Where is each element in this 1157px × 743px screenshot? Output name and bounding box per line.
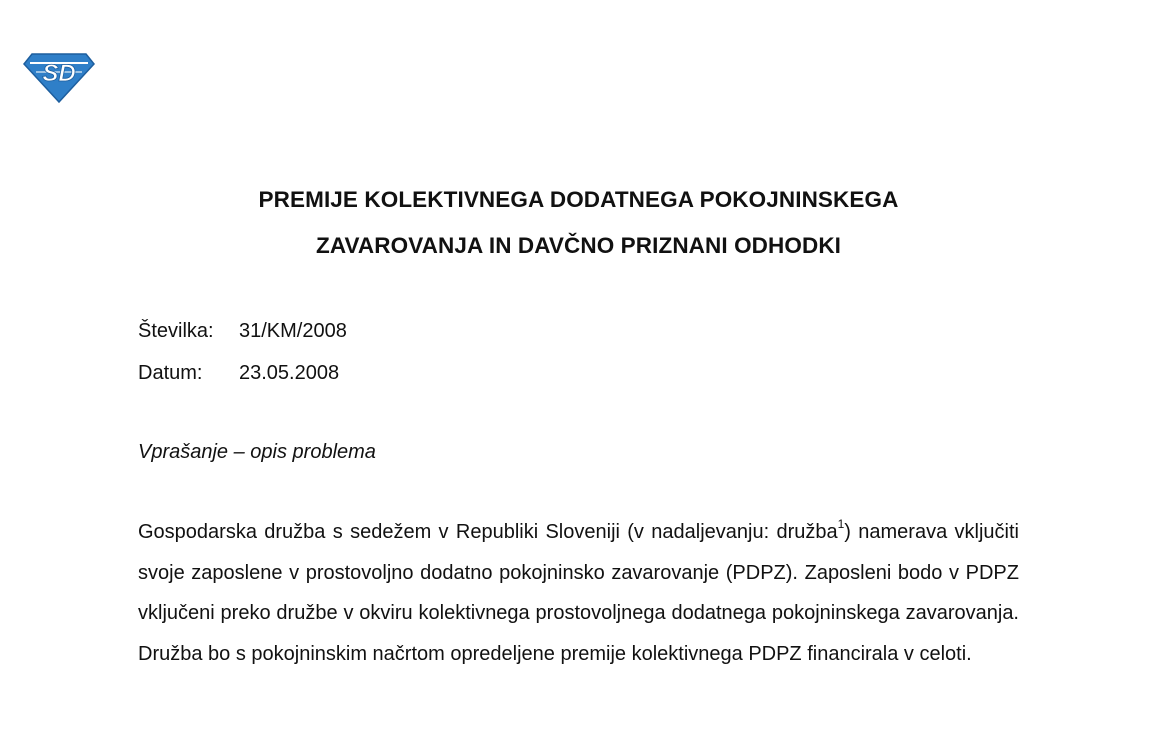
document-date-row [138, 362, 339, 385]
paragraph-text-part-2: ) namerava vključiti svoje zaposlene v prostovoljno dodatno pokojninsko zavarovanje (PDPZ). Zaposleni bodo v PDPZ vključeni preko družbe v okviru kolektivnega prostovoljnega dodatnega pokojninskega zavarovanja. Družba bo s pokojninskim načrtom opredeljene premije kolektivnega PDPZ financirala v celoti. [138, 521, 1019, 665]
footnote-reference[interactable]: 1 [837, 517, 845, 531]
document-title-line-2: ZAVAROVANJA IN DAVČNO PRIZNANI ODHODKI [315, 233, 842, 258]
paragraph-text-part-1: Gospodarska družba s sedežem v Republiki Sloveniji (v nadaljevanju: družba [138, 521, 838, 543]
document-number-value: 31/KM/2008 [239, 320, 347, 342]
question-heading: Vprašanje – opis problema [138, 441, 376, 463]
document-date-value: 23.05.2008 [239, 362, 340, 384]
company-logo [22, 48, 96, 104]
logo-text: SD [42, 60, 76, 87]
document-title-line-1: PREMIJE KOLEKTIVNEGA DODATNEGA POKOJNINSKEGA [258, 187, 899, 212]
document-number-label: Številka: [138, 320, 214, 342]
problem-description-paragraph [138, 512, 1019, 674]
sd-logo-icon [22, 48, 96, 104]
document-date-label: Datum: [138, 362, 203, 384]
document-number-row [138, 320, 347, 343]
